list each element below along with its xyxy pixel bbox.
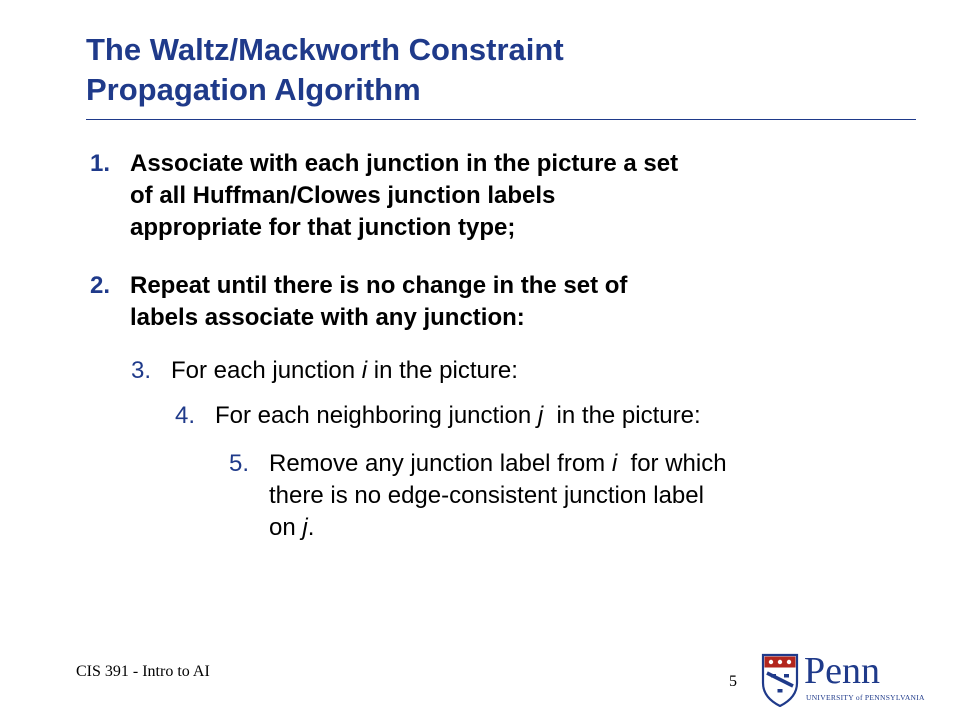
step-5-line-2: there is no edge-consistent junction label bbox=[269, 482, 704, 509]
step-1-line-3: appropriate for that junction type; bbox=[130, 214, 516, 241]
logo-wordmark: Penn bbox=[804, 650, 880, 692]
step-5-line-3-var: j bbox=[302, 514, 308, 541]
step-1-line-2: of all Huffman/Clowes junction labels bbox=[130, 182, 556, 209]
slide-title bbox=[86, 30, 906, 110]
step-2-number: 2. bbox=[90, 272, 111, 299]
step-1-line-1: Associate with each junction in the picture a set bbox=[130, 150, 679, 177]
step-4 bbox=[175, 400, 895, 432]
step-4-number: 4. bbox=[175, 402, 196, 429]
step-5-line-3-before: on bbox=[269, 514, 303, 541]
step-2-line-2: labels associate with any junction: bbox=[130, 304, 525, 331]
step-5-line-1 bbox=[269, 448, 919, 480]
page-number: 5 bbox=[729, 673, 737, 690]
step-3-text-before: For each junction bbox=[171, 357, 362, 384]
step-2-line-1: Repeat until there is no change in the set of bbox=[130, 272, 628, 299]
logo-subtitle: UNIVERSITY of PENNSYLVANIA bbox=[806, 693, 925, 702]
step-3 bbox=[131, 355, 851, 387]
step-5 bbox=[229, 448, 919, 544]
step-5-line-1-before: Remove any junction label from bbox=[269, 450, 612, 477]
title-line-2: Propagation Algorithm bbox=[86, 72, 421, 107]
title-line-1: The Waltz/Mackworth Constraint bbox=[86, 32, 564, 67]
step-2 bbox=[90, 270, 850, 334]
footer-course: CIS 391 - Intro to AI bbox=[76, 663, 210, 680]
step-5-line-3-after: . bbox=[307, 514, 315, 541]
step-4-var: j bbox=[537, 402, 544, 429]
step-4-text-after: in the picture: bbox=[543, 402, 701, 429]
step-3-number: 3. bbox=[131, 357, 152, 384]
penn-logo bbox=[760, 650, 925, 711]
step-3-text-after: in the picture: bbox=[367, 357, 518, 384]
title-divider bbox=[86, 119, 916, 120]
step-3-var: i bbox=[361, 357, 368, 384]
penn-shield-icon bbox=[760, 653, 800, 707]
step-5-number: 5. bbox=[229, 450, 250, 477]
step-1 bbox=[90, 148, 850, 244]
step-5-line-1-var: i bbox=[611, 450, 618, 477]
step-1-number: 1. bbox=[90, 150, 111, 177]
step-5-line-3 bbox=[269, 512, 919, 544]
step-4-text-before: For each neighboring junction bbox=[215, 402, 538, 429]
step-5-line-1-after: for which bbox=[617, 450, 727, 477]
